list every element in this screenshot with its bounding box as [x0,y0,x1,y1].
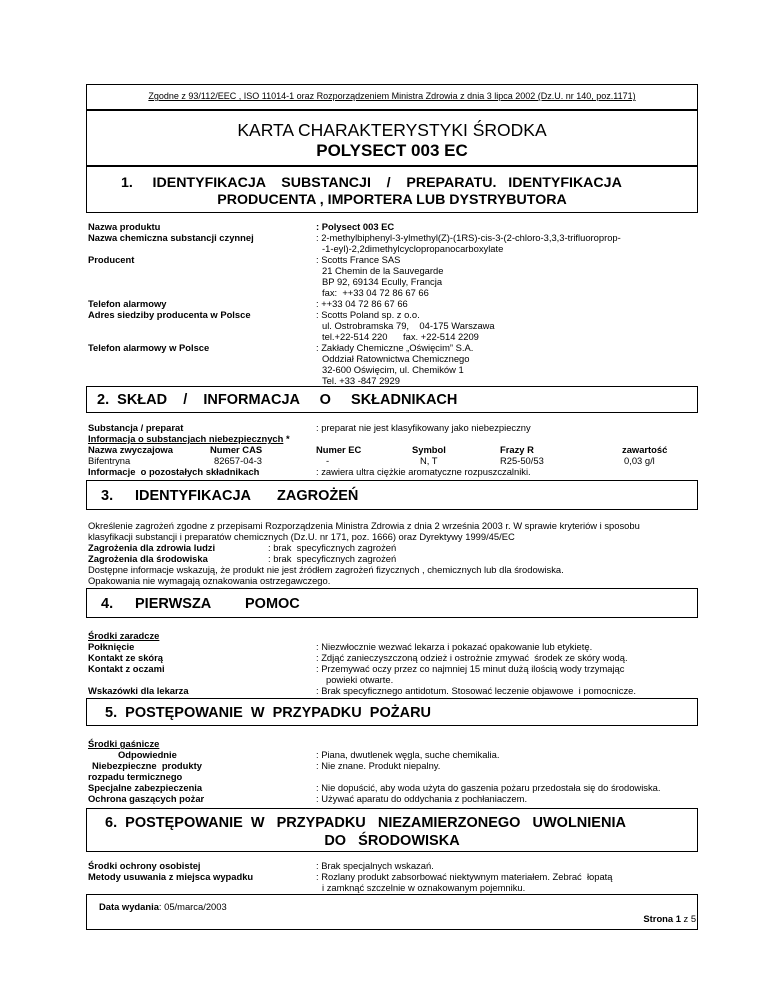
value-chemical-2: -1-eyl)-2,2dimethylcyclopropanocarboxylate [322,243,504,254]
value-personal: : Brak specjalnych wskazań. [316,860,434,871]
label-hazardous-info [88,433,290,445]
label-protect: Ochrona gaszących pożar [88,793,205,804]
value-env: : brak specyficznych zagrożeń [268,553,397,564]
col-content: zawartość [622,444,668,455]
hazardous-info-text: Informacja o substancjach niebezpiecznych [88,433,284,444]
value-suitable: : Piana, dwutlenek węgla, suche chemikalia. [316,749,500,760]
section-5-heading: 5. POSTĘPOWANIE W PRZYPADKU POŻARU [105,705,432,721]
title-box [86,110,698,166]
label-address-pl: Adres siedziby producenta w Polsce [88,309,251,320]
hazardous-info-star: * [283,433,290,444]
label-health: Zagrożenia dla zdrowia ludzi [88,542,216,553]
value-other: : zawiera ultra ciężkie aromatyczne rozpuszczalniki. [316,466,531,477]
value-substance: : preparat nie jest klasyfikowany jako niebezpieczny [316,422,531,433]
issue-date [99,901,227,913]
col-name: Nazwa zwyczajowa [88,444,173,455]
section-6-heading-line2: DO ŚRODOWISKA [324,833,460,849]
footer-box [86,894,698,930]
s3-paragraph-1: Określenie zagrożeń zgodne z przepisami Rozporządzenia Ministra Zdrowia z dnia 2 września 2003 r. W sprawie kryteriów i sposobu [88,520,640,531]
value-swallow: : Niezwłocznie wezwać lekarza i pokazać opakowanie lub etykietę. [316,641,593,652]
section-2-header [86,386,698,413]
section-3-header [86,480,698,510]
s3-paragraph-3: Dostępne informacje wskazują, że produkt nie jest źródłem zagrożeń fizycznych , chemicznych lub dla środowiska. [88,564,564,575]
section-3-heading-a: IDENTYFIKACJA [135,488,252,504]
value-removal-1: : Rozlany produkt zabsorbować niektywnym materiałem. Zebrać łopatą [316,871,613,882]
label-personal: Środki ochrony osobistej [88,860,201,871]
value-eyes-1: : Przemywać oczy przez co najmniej 15 minut dużą ilością wody trzymając [316,663,625,674]
value-danger: : Nie znane. Produkt niepalny. [316,760,441,771]
label-media: Środki gaśnicze [88,738,160,749]
label-substance: Substancja / preparat [88,422,184,433]
label-danger-2: rozpadu termicznego [88,771,183,782]
section-1-header [86,166,698,213]
cell-content: 0,03 g/l [624,455,655,466]
section-4-header [86,588,698,618]
col-cas: Numer CAS [210,444,263,455]
col-r: Frazy R [500,444,534,455]
page-number [633,901,696,936]
value-protect: : Używać aparatu do oddychania z pochłaniaczem. [316,793,528,804]
value-skin: : Zdjąć zanieczyszczoną odzież i ostrożnie zmywać środek ze skóry wodą. [316,652,628,663]
section-4-num: 4. [101,596,114,612]
label-product: Nazwa produktu [88,221,161,232]
cell-symbol: N, T [420,455,438,466]
label-danger-1: Niebezpieczne produkty [92,760,202,771]
title-line1: KARTA CHARAKTERYSTYKI ŚRODKA [237,120,547,140]
page-current: 1 [675,912,681,924]
section-6-heading-line1: 6. POSTĘPOWANIE W PRZYPADKU NIEZAMIERZONEGO UWOLNIENIA [105,815,626,831]
col-symbol: Symbol [412,444,446,455]
section-5-header [86,698,698,726]
value-health: : brak specyficznych zagrożeń [268,542,397,553]
value-chemical-1: : 2-methylbiphenyl-3-ylmethyl(Z)-(1RS)-cis-3-(2-chloro-3,3,3-trifluoroprop- [316,232,621,243]
label-removal: Metody usuwania z miejsca wypadku [88,871,254,882]
section-3-num: 3. [101,488,114,504]
value-producer-2: 21 Chemin de la Sauvegarde [322,265,444,276]
issue-date-value: : 05/marca/2003 [158,901,227,912]
value-producer-1: : Scotts France SAS [316,254,401,265]
regulation-box [86,84,698,110]
label-special: Specjalne zabezpieczenia [88,782,203,793]
value-eyes-2: powieki otwarte. [326,674,394,685]
value-product: : Polysect 003 EC [316,221,395,232]
section-4-heading-b: POMOC [245,596,300,612]
value-producer-3: BP 92, 69134 Ecully, Francja [322,276,443,287]
label-alarm-pl: Telefon alarmowy w Polsce [88,342,210,353]
value-doctor: : Brak specyficznego antidotum. Stosować leczenie objawowe i pomocnicze. [316,685,636,696]
cell-r: R25-50/53 [500,455,544,466]
value-special: : Nie dopuścić, aby woda użyta do gaszenia pożaru przedostała się do środowiska. [316,782,661,793]
section-3-heading-b: ZAGROŻEŃ [277,488,359,504]
cell-cas: 82657-04-3 [214,455,262,466]
value-producer-4: fax: ++33 04 72 86 67 66 [322,287,429,298]
value-alarmpl-3: 32-600 Oświęcim, ul. Chemików 1 [322,364,464,375]
value-removal-2: i zamknąć szczelnie w oznakowanym pojemniku. [322,882,526,893]
regulation-text: Zgodne z 93/112/EEC , ISO 11014-1 oraz Rozporządzeniem Ministra Zdrowia z dnia 3 lipca 2002 (Dz.U. nr 140, poz.1171) [148,91,636,101]
section-4-heading-a: PIERWSZA [135,596,212,612]
cell-name: Bifentryna [88,455,131,466]
section-1-heading-line1: 1. IDENTYFIKACJA SUBSTANCJI / PREPARATU. IDENTYFIKACJA [121,175,622,191]
label-chemical: Nazwa chemiczna substancji czynnej [88,232,254,243]
label-env: Zagrożenia dla środowiska [88,553,208,564]
value-alarmpl-4: Tel. +33 -847 2929 [322,375,400,386]
label-other: Informacje o pozostałych składnikach [88,466,260,477]
col-ec: Numer EC [316,444,362,455]
s3-paragraph-4: Opakowania nie wymagają oznakowania ostrzegawczego. [88,575,331,586]
label-doctor: Wskazówki dla lekarza [88,685,189,696]
page-total: z 5 [680,912,697,924]
label-eyes: Kontakt z oczami [88,663,165,674]
value-alarmpl-2: Oddział Ratownictwa Chemicznego [322,353,470,364]
label-producer: Producent [88,254,135,265]
value-alarm: : ++33 04 72 86 67 66 [316,298,408,309]
label-skin: Kontakt ze skórą [88,652,164,663]
page-label: Strona [643,912,676,924]
label-measures: Środki zaradcze [88,630,160,641]
title-line2: POLYSECT 003 EC [316,141,468,160]
issue-date-label: Data wydania [99,901,159,912]
cell-ec: - [326,455,330,466]
s3-paragraph-2: klasyfikacji substancji i preparatów chemicznych (Dz.U. nr 171, poz. 1666) oraz Dyrektywy 1999/45/EC [88,531,515,542]
section-6-header [86,808,698,852]
label-swallow: Połknięcie [88,641,135,652]
value-address-3: tel.+22-514 220 fax. +22-514 2209 [322,331,479,342]
label-suitable: Odpowiednie [118,749,177,760]
value-address-1: : Scotts Poland sp. z o.o. [316,309,420,320]
value-alarmpl-1: : Zakłady Chemiczne „Oświęcim” S.A. [316,342,474,353]
value-address-2: ul. Ostrobramska 79, 04-175 Warszawa [322,320,495,331]
section-2-heading: 2. SKŁAD / INFORMACJA O SKŁADNIKACH [97,392,458,408]
section-1-heading-line2: PRODUCENTA , IMPORTERA LUB DYSTRYBUTORA [217,192,567,208]
label-alarm: Telefon alarmowy [88,298,167,309]
